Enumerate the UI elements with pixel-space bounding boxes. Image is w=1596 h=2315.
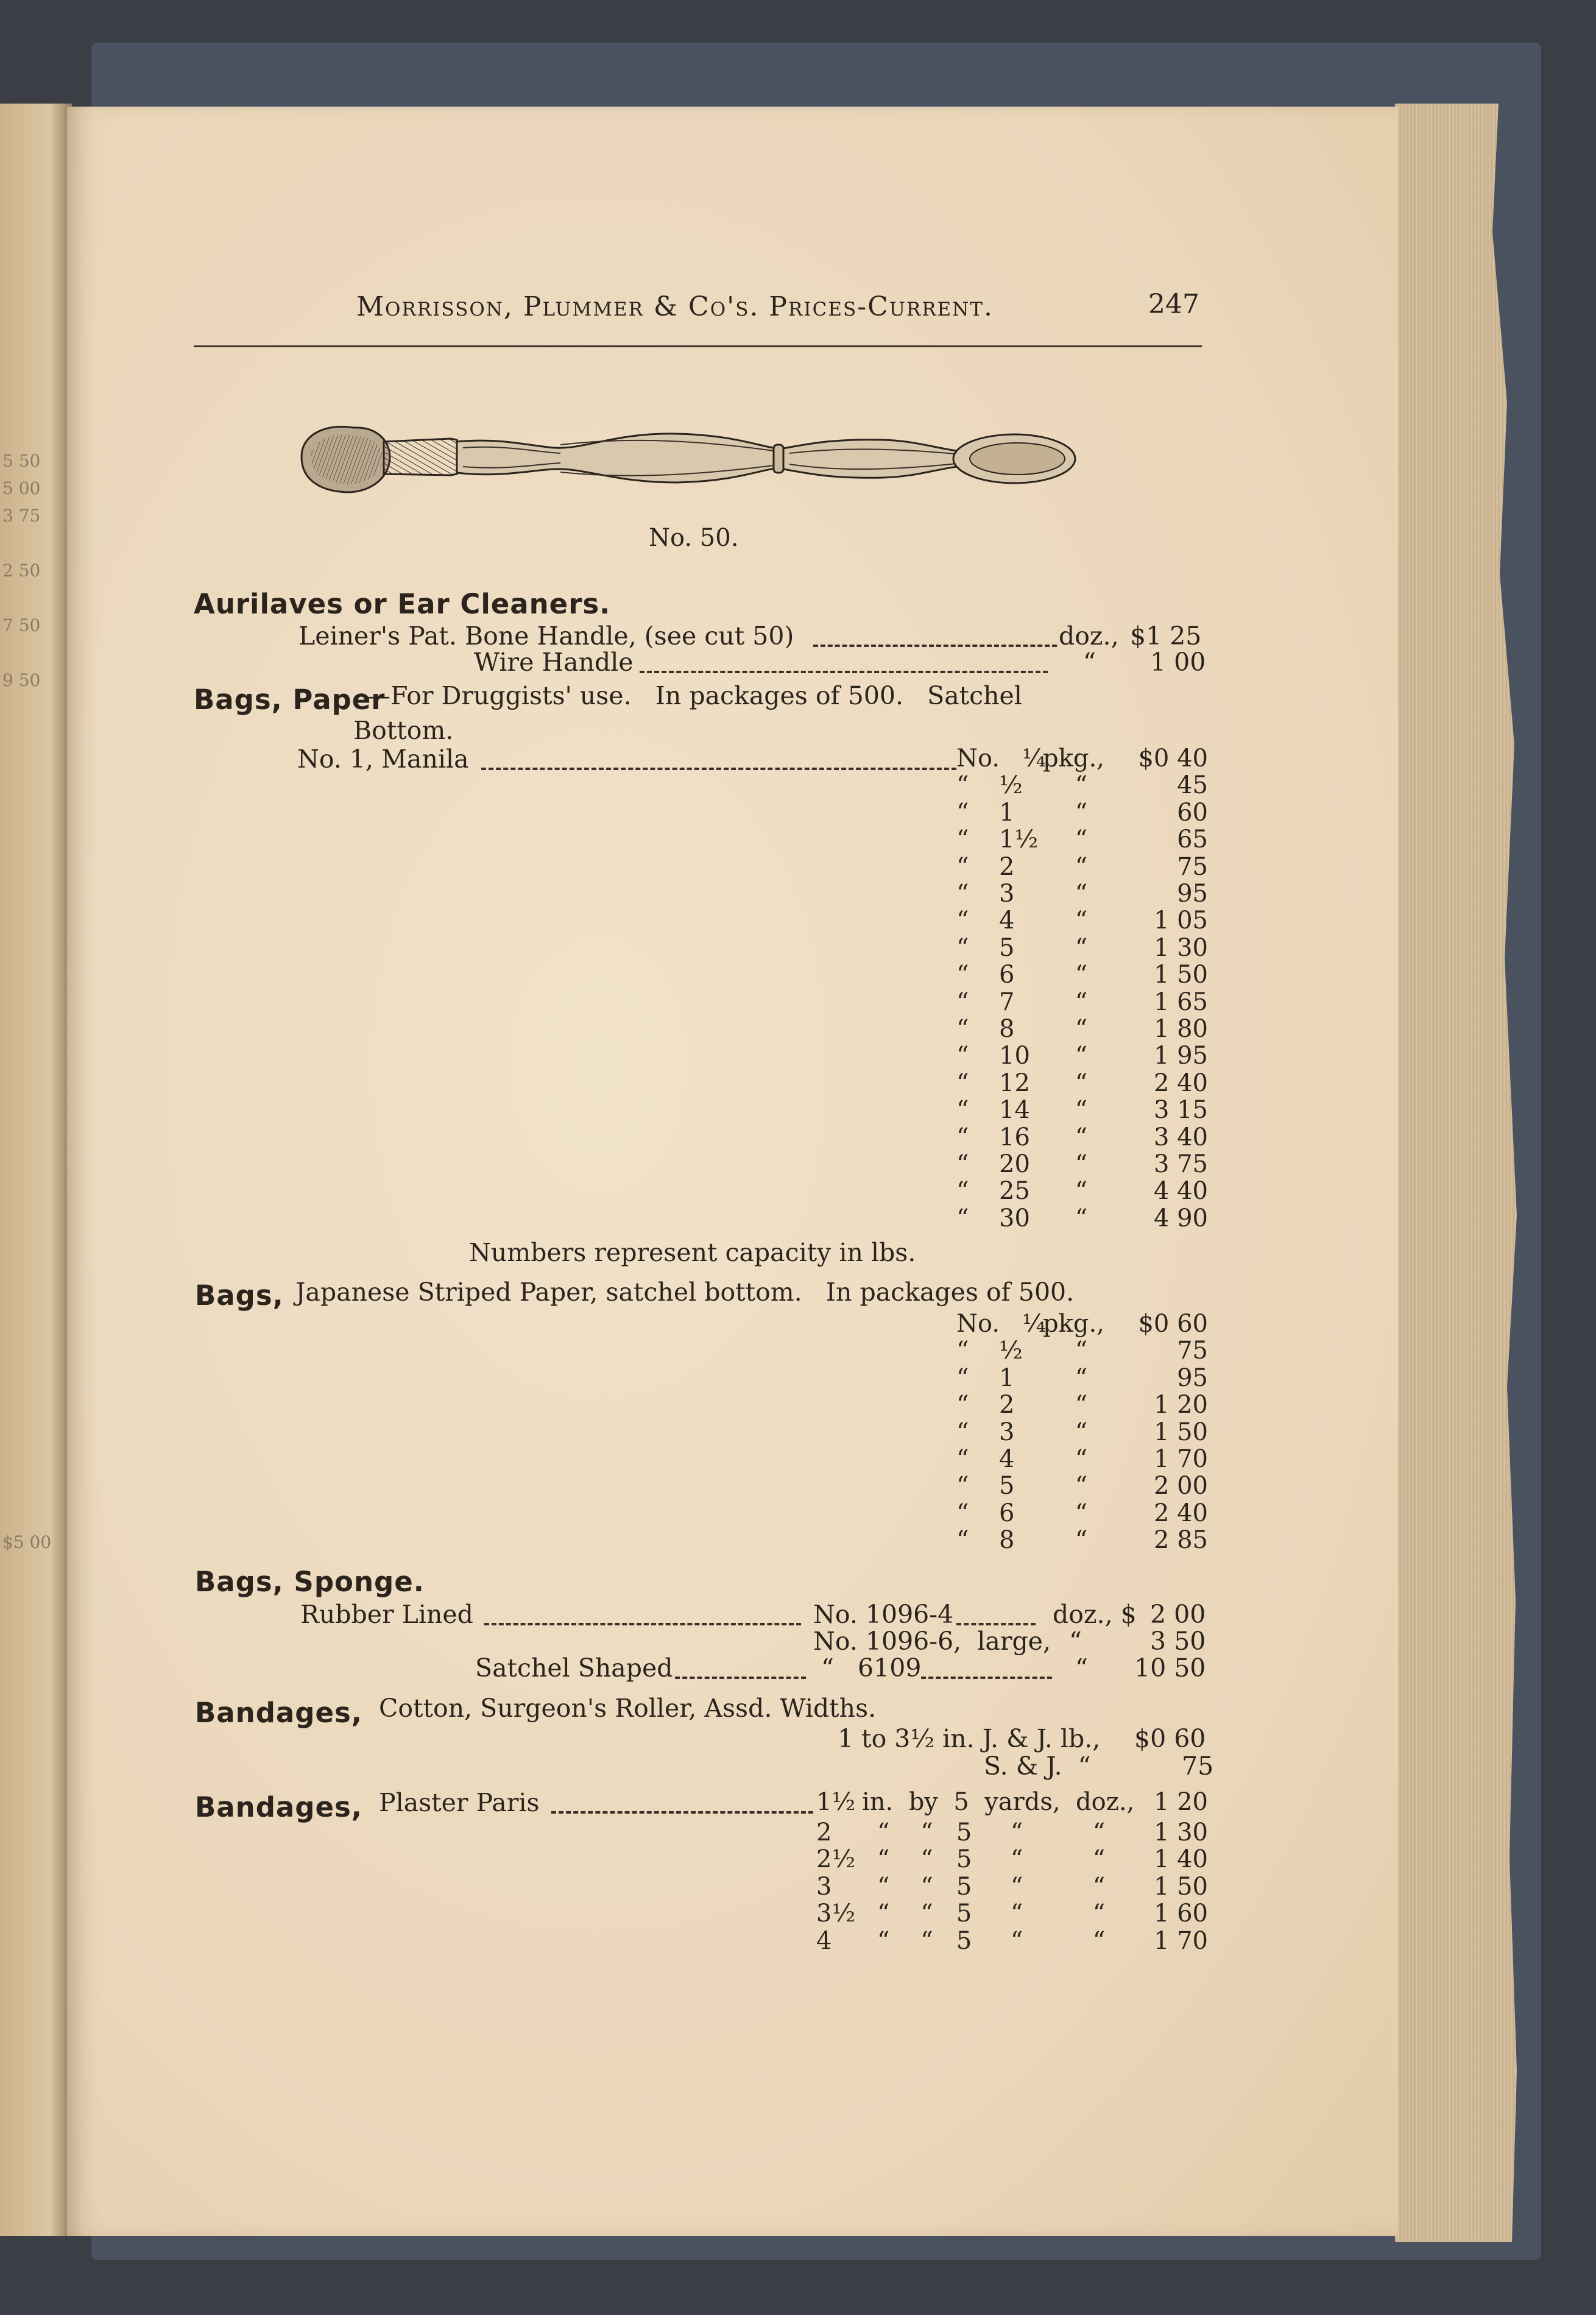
row-number: 8 — [999, 1526, 1015, 1555]
row-price: 60 — [1177, 798, 1208, 827]
row-prefix: “ — [956, 1526, 969, 1555]
row-unit: “ — [1075, 1069, 1088, 1097]
leader-dots — [484, 1623, 801, 1625]
row-number: 20 — [999, 1150, 1030, 1178]
sponge-line3-price: 10 50 — [1134, 1653, 1206, 1683]
row-prefix: “ — [956, 880, 969, 908]
row-unit: “ — [1075, 1418, 1088, 1446]
row-prefix: No. — [956, 744, 1000, 772]
price-row — [0, 1069, 1596, 1096]
row-unit: “ — [1075, 1150, 1088, 1178]
row-prefix: “ — [956, 1096, 969, 1125]
bandages-cotton-price1: $0 60 — [1134, 1724, 1206, 1753]
row-size: 3 — [816, 1872, 832, 1901]
bags-paper-desc2: Bottom. — [353, 716, 454, 745]
sponge-line3-no: “ 6109 — [821, 1653, 922, 1683]
price-row — [0, 1364, 1596, 1391]
sponge-line1-unit: doz., $ — [1053, 1600, 1137, 1629]
aurilaves-line1-price: $1 25 — [1130, 621, 1202, 651]
row-unit: “ — [1075, 852, 1088, 881]
sponge-line2-no: No. 1096-6, large, — [813, 1627, 1051, 1656]
header-rule — [194, 345, 1202, 347]
row-unit: “ — [1075, 1042, 1088, 1070]
price-row — [0, 1337, 1596, 1363]
row-number: 2 — [999, 852, 1015, 881]
aurilaves-line1-text: Leiner's Pat. Bone Handle, (see cut 50) — [298, 621, 794, 651]
row-prefix: “ — [956, 988, 969, 1016]
bandages-cotton-line1: 1 to 3½ in. J. & J. lb., — [838, 1724, 1101, 1753]
row-desc: “ “ 5 “ “ — [877, 1900, 1106, 1928]
row-price: 1 70 — [1153, 1445, 1208, 1473]
row-number: ½ — [999, 771, 1023, 800]
row-number: ½ — [999, 1337, 1023, 1365]
bags-sponge-heading: Bags, Sponge. — [195, 1566, 425, 1598]
row-price: 1 30 — [1153, 1818, 1208, 1847]
row-prefix: No. — [956, 1310, 1000, 1338]
price-row — [0, 744, 1596, 771]
row-prefix: “ — [956, 961, 969, 989]
row-unit: “ — [1075, 1015, 1088, 1043]
row-prefix: “ — [956, 1363, 969, 1392]
row-price: 1 50 — [1153, 961, 1208, 989]
row-unit: “ — [1075, 1337, 1088, 1365]
row-number: 2 — [999, 1391, 1015, 1419]
row-price: $0 60 — [1138, 1310, 1208, 1338]
row-prefix: “ — [956, 1337, 969, 1365]
row-price: 1 30 — [1153, 933, 1208, 962]
left-fragment: 3 75 — [2, 506, 41, 526]
bags-japanese-desc: Japanese Striped Paper, satchel bottom. In packages of 500. — [295, 1278, 1075, 1307]
row-unit: “ — [1075, 1096, 1088, 1125]
row-unit: “ — [1075, 1391, 1088, 1419]
price-row — [0, 1204, 1596, 1231]
row-price: 4 40 — [1153, 1177, 1208, 1206]
row-unit: “ — [1075, 988, 1088, 1016]
aurilaves-line2-price: 1 00 — [1150, 648, 1206, 677]
aurilaves-line2-unit: “ — [1083, 648, 1096, 677]
row-number: 30 — [999, 1204, 1030, 1232]
bags-paper-note: Numbers represent capacity in lbs. — [469, 1238, 916, 1267]
row-unit: “ — [1075, 1472, 1088, 1500]
bandages-cotton-heading: Bandages, — [195, 1697, 362, 1729]
row-size: 2½ — [816, 1845, 856, 1873]
row-unit: “ — [1075, 1177, 1088, 1206]
bandages-cotton-desc: Cotton, Surgeon's Roller, Assd. Widths. — [379, 1694, 877, 1723]
row-number: 1 — [999, 798, 1015, 827]
row-price: 1 50 — [1153, 1872, 1208, 1901]
row-price: 2 00 — [1153, 1472, 1208, 1500]
price-row — [0, 907, 1596, 933]
row-number: 5 — [999, 1472, 1015, 1500]
price-row — [0, 1310, 1596, 1337]
row-prefix: “ — [956, 1204, 969, 1232]
row-price: 75 — [1177, 852, 1208, 881]
row-prefix: “ — [956, 1015, 969, 1043]
row-number: 1½ — [999, 825, 1039, 854]
price-row — [0, 1096, 1596, 1123]
row-number: 16 — [999, 1123, 1030, 1151]
row-prefix: “ — [956, 933, 969, 962]
bags-paper-item: No. 1, Manila — [297, 744, 469, 774]
row-price: 2 40 — [1153, 1499, 1208, 1527]
row-price: 1 70 — [1153, 1926, 1208, 1955]
row-number: 3 — [999, 1418, 1015, 1446]
price-row — [0, 1927, 1596, 1954]
row-price: $0 40 — [1138, 744, 1208, 772]
row-unit: “ — [1075, 798, 1088, 827]
illustration-caption: No. 50. — [649, 524, 739, 552]
row-price: 1 60 — [1153, 1900, 1208, 1928]
row-prefix: “ — [956, 907, 969, 935]
price-row — [0, 1042, 1596, 1069]
price-row — [0, 880, 1596, 907]
row-unit: pkg., — [1043, 1310, 1104, 1338]
price-row — [0, 1873, 1596, 1900]
row-prefix: “ — [956, 852, 969, 881]
page-header-title: Morrisson, Plummer & Co's. Prices-Current. — [356, 291, 994, 322]
bags-paper-heading: Bags, Paper — [194, 684, 386, 716]
left-fragment: 7 50 — [2, 615, 41, 635]
row-prefix: “ — [956, 1123, 969, 1151]
sponge-line2-unit: “ — [1069, 1627, 1082, 1656]
bandages-cotton-line2: S. & J. “ — [984, 1751, 1091, 1781]
aurilaves-heading: Aurilaves or Ear Cleaners. — [194, 588, 611, 620]
row-unit: “ — [1075, 1499, 1088, 1527]
price-row — [0, 799, 1596, 825]
sponge-line1-no: No. 1096-4 — [813, 1600, 954, 1629]
row-price: 3 15 — [1153, 1096, 1208, 1125]
row-desc: “ “ 5 “ “ — [877, 1818, 1106, 1847]
row-prefix: “ — [956, 1499, 969, 1527]
row-price: 95 — [1177, 880, 1208, 908]
page-number: 247 — [1148, 289, 1199, 320]
row-unit: “ — [1075, 907, 1088, 935]
row-number: ¼ — [1022, 1310, 1046, 1338]
leader-dots — [675, 1677, 806, 1679]
sponge-line3-text: Satchel Shaped — [475, 1653, 673, 1683]
row-size: 3½ — [816, 1900, 856, 1928]
row-unit: pkg., — [1043, 744, 1104, 772]
aurilaves-line2-text: Wire Handle — [474, 648, 634, 677]
row-prefix: “ — [956, 1069, 969, 1097]
row-unit: “ — [1075, 933, 1088, 962]
price-row — [0, 1150, 1596, 1177]
bags-japanese-heading: Bags, — [195, 1279, 284, 1312]
row-price: 4 90 — [1153, 1204, 1208, 1232]
leader-dots — [921, 1677, 1052, 1679]
row-price: 1 80 — [1153, 1015, 1208, 1043]
row-unit: “ — [1075, 1445, 1088, 1473]
row-number: 3 — [999, 880, 1015, 908]
row-price: 1 50 — [1153, 1418, 1208, 1446]
row-price: 3 75 — [1153, 1150, 1208, 1178]
price-row — [0, 1845, 1596, 1872]
row-number: 1 — [999, 1363, 1015, 1392]
row-price: 1 40 — [1153, 1845, 1208, 1873]
row-number: ¼ — [1022, 744, 1046, 772]
row-number: 10 — [999, 1042, 1030, 1070]
sponge-line2-price: 3 50 — [1150, 1627, 1206, 1656]
row-unit: “ — [1075, 1363, 1088, 1392]
row-unit: “ — [1075, 825, 1088, 854]
row-unit: “ — [1075, 1123, 1088, 1151]
row-price: 1 20 — [1153, 1391, 1208, 1419]
row-unit: “ — [1075, 771, 1088, 800]
row-price: 45 — [1177, 771, 1208, 800]
row-number: 25 — [999, 1177, 1030, 1206]
row-size: 2 — [816, 1818, 832, 1847]
price-row — [0, 1123, 1596, 1150]
row-prefix: “ — [956, 798, 969, 827]
row-number: 4 — [999, 1445, 1015, 1473]
price-row — [0, 1445, 1596, 1472]
price-row — [0, 934, 1596, 961]
bandages-cotton-price2: 75 — [1182, 1751, 1214, 1781]
row-price: 1 20 — [1153, 1788, 1208, 1816]
price-row — [0, 825, 1596, 852]
row-prefix: “ — [956, 1445, 969, 1473]
row-unit: “ — [1075, 1204, 1088, 1232]
left-fragment: 2 50 — [2, 560, 41, 581]
row-prefix: “ — [956, 1042, 969, 1070]
row-price: 2 85 — [1153, 1526, 1208, 1555]
row-price: 1 95 — [1153, 1042, 1208, 1070]
price-row — [0, 1526, 1596, 1553]
row-desc: “ “ 5 “ “ — [877, 1845, 1106, 1873]
row-number: 12 — [999, 1069, 1030, 1097]
price-row — [0, 1900, 1596, 1926]
price-row — [0, 1472, 1596, 1499]
row-prefix: “ — [956, 1472, 969, 1500]
left-fragment: 5 00 — [2, 478, 41, 498]
sponge-line3-unit: “ — [1075, 1653, 1088, 1683]
price-row — [0, 1177, 1596, 1204]
leader-dots — [813, 645, 1057, 647]
row-desc: in. by 5 yards, doz., — [862, 1788, 1135, 1816]
price-row — [0, 1391, 1596, 1418]
bandages-plaster-desc: Plaster Paris — [379, 1788, 540, 1817]
row-unit: “ — [1075, 880, 1088, 908]
row-prefix: “ — [956, 771, 969, 800]
row-unit: “ — [1075, 1526, 1088, 1555]
price-row — [0, 1818, 1596, 1845]
row-number: 7 — [999, 988, 1015, 1016]
row-number: 6 — [999, 1499, 1015, 1527]
price-row — [0, 961, 1596, 988]
row-number: 5 — [999, 933, 1015, 962]
leader-dots — [956, 1623, 1036, 1625]
price-row — [0, 1015, 1596, 1042]
row-prefix: “ — [956, 825, 969, 854]
price-row — [0, 988, 1596, 1015]
row-price: 95 — [1177, 1363, 1208, 1392]
bags-paper-desc: —For Druggists' use. In packages of 500. Satchel — [365, 681, 1022, 710]
row-price: 3 40 — [1153, 1123, 1208, 1151]
row-number: 8 — [999, 1015, 1015, 1043]
price-row — [0, 853, 1596, 880]
row-number: 6 — [999, 961, 1015, 989]
leader-dots — [640, 671, 1048, 673]
price-row — [0, 1788, 1596, 1815]
price-row — [0, 1418, 1596, 1445]
row-desc: “ “ 5 “ “ — [877, 1926, 1106, 1955]
row-prefix: “ — [956, 1150, 969, 1178]
row-price: 75 — [1177, 1337, 1208, 1365]
ear-cleaner-illustration — [298, 414, 1090, 506]
sponge-line1-text: Rubber Lined — [300, 1600, 473, 1629]
sponge-line1-price: 2 00 — [1150, 1600, 1206, 1629]
left-fragment: 5 50 — [2, 451, 41, 471]
left-fragment: $5 00 — [2, 1532, 52, 1552]
row-price: 1 65 — [1153, 988, 1208, 1016]
left-fragment: 9 50 — [2, 670, 41, 690]
row-number: 14 — [999, 1096, 1030, 1125]
aurilaves-line1-unit: doz., — [1059, 621, 1119, 651]
row-price: 1 05 — [1153, 907, 1208, 935]
row-size: 1½ — [816, 1788, 856, 1816]
row-prefix: “ — [956, 1177, 969, 1206]
row-price: 65 — [1177, 825, 1208, 854]
price-row — [0, 771, 1596, 798]
row-prefix: “ — [956, 1418, 969, 1446]
bandages-plaster-heading: Bandages, — [195, 1791, 362, 1823]
row-desc: “ “ 5 “ “ — [877, 1872, 1106, 1901]
row-price: 2 40 — [1153, 1069, 1208, 1097]
row-number: 4 — [999, 907, 1015, 935]
row-prefix: “ — [956, 1391, 969, 1419]
row-unit: “ — [1075, 961, 1088, 989]
row-size: 4 — [816, 1926, 832, 1955]
price-row — [0, 1499, 1596, 1526]
